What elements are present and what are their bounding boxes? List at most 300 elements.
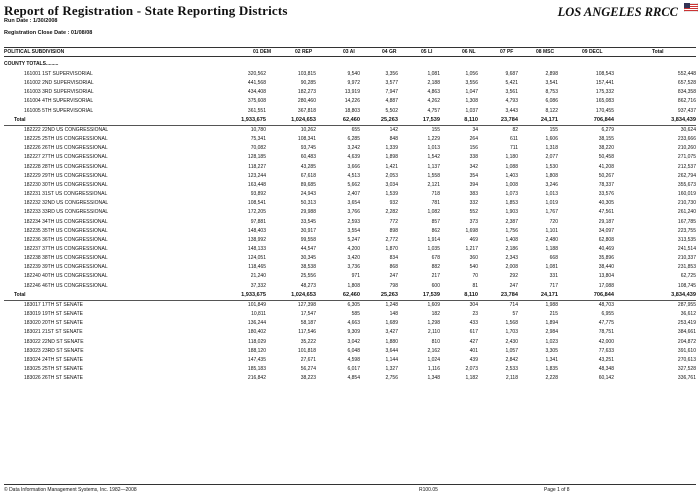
cell-2: 89,685 [300,181,316,188]
cell-9: 34,097 [598,227,614,234]
cell-8: 1,081 [545,264,558,271]
cell-2: 33,545 [300,218,316,225]
col-total: Total [652,49,664,55]
cell-4: 247 [389,273,398,280]
cell-4: 2,053 [385,172,398,179]
cell-9: 706,844 [593,291,614,298]
cell-8: 2,077 [545,154,558,161]
subdivision-name: 182229 29TH US CONGRESSIONAL [24,172,108,179]
cell-9: 38,220 [598,145,614,152]
cell-9: 6,955 [601,311,614,318]
cell-6: 439 [469,356,478,363]
table-row [4,88,696,97]
cell-2: 367,818 [297,107,316,114]
cell-3: 62,460 [342,291,360,298]
table-row [4,144,696,153]
cell-5: 1,298 [427,320,440,327]
cell-2: 30,345 [300,255,316,262]
cell-6: 383 [469,191,478,198]
cell-6: 8,110 [464,291,478,298]
cell-9: 50,267 [598,172,614,179]
cell-6: 617 [469,329,478,336]
cell-7: 1,853 [505,200,518,207]
table-row [4,208,696,217]
cell-7: 3,443 [505,107,518,114]
cell-5: 1,081 [427,71,440,77]
report-header [4,3,696,47]
cell-9: 47,775 [598,320,614,327]
cell-4: 848 [389,136,398,143]
cell-4: 1,880 [385,338,398,345]
cell-5: 217 [431,273,440,280]
cell-1: 118,227 [248,163,266,170]
cell-10: 30,624 [614,125,696,135]
cell-3: 2,407 [347,191,360,198]
cell-5: 678 [431,255,440,262]
subdivision-name: 182237 37TH US CONGRESSIONAL [24,245,108,252]
cell-8: 6,086 [545,98,558,105]
registration-table [4,70,696,383]
cell-3: 6,285 [347,136,360,143]
cell-3: 9,972 [347,80,360,87]
cell-10: 261,240 [677,209,696,216]
cell-7: 1,568 [505,320,518,327]
cell-8: 331 [549,273,558,280]
cell-1: 188,120 [247,347,266,354]
cell-6: 304 [440,300,478,310]
cell-5: 4,863 [427,89,440,96]
subdivision-name: 183024 24TH ST SENATE [24,356,84,363]
cell-8: 1,318 [545,145,558,152]
cell-5: 862 [431,227,440,234]
cell-8: 1,808 [545,172,558,179]
cell-1: 163,448 [247,181,266,188]
cell-5: 810 [431,338,440,345]
cell-7: 4,793 [505,98,518,105]
cell-10: 270,613 [677,356,696,363]
cell-6: 23 [472,311,478,318]
cell-4: 5,502 [385,107,398,114]
table-row [4,365,696,374]
col-pf: 07 PF [500,49,514,55]
cell-4: 3,427 [385,329,398,336]
cell-8: 1,530 [545,163,558,170]
cell-10: 937,437 [677,107,696,114]
subdivision-name: 161001 1ST SUPERVISORIAL [24,71,93,77]
cell-6: 1,698 [465,227,478,234]
cell-7: 5,421 [505,80,518,87]
cell-5: 155 [398,125,440,135]
col-nl: 06 NL [462,49,476,55]
cell-1: 101,849 [226,300,266,310]
cell-3: 4,598 [347,356,360,363]
cell-10: 231,853 [677,264,696,271]
cell-10: 223,755 [677,227,696,234]
cell-6: 1,182 [465,375,478,382]
cell-3: 14,226 [344,98,360,105]
table-row [4,190,696,199]
flag-icon [684,3,698,12]
cell-5: 4,757 [427,107,440,114]
cell-8: 2,984 [545,329,558,336]
cell-3: 1,808 [347,282,360,289]
cell-9: 40,305 [598,200,614,207]
subdivision-name: 182246 46TH US CONGRESSIONAL [24,282,108,289]
cell-1: 10,811 [251,311,266,318]
cell-2: 24,943 [300,191,316,198]
table-row [4,347,696,356]
cell-1: 124,051 [247,255,266,262]
cell-8: 1,023 [545,338,558,345]
copyright-text: © Data Information Management Systems, Inc. 1982—2008 [4,487,137,493]
cell-3: 5,662 [347,181,360,188]
cell-8: 720 [549,218,558,225]
cell-4: 772 [389,218,398,225]
cell-7: 247 [509,282,518,289]
subdivision-name: 182222 22ND US CONGRESSIONAL [4,125,226,135]
cell-2: 58,187 [300,320,316,327]
cell-6: 433 [469,320,478,327]
cell-1: 118,029 [248,338,266,345]
cell-4: 1,898 [385,154,398,161]
table-row [4,300,696,310]
cell-4: 3,577 [385,80,398,87]
cell-5: 1,229 [427,136,440,143]
cell-2: 182,273 [297,89,316,96]
cell-2: 25,556 [300,273,316,280]
cell-5: 882 [431,264,440,271]
cell-4: 932 [389,200,398,207]
cell-1: 138,992 [247,236,266,243]
cell-4: 1,248 [360,300,398,310]
cell-8: 155 [518,125,558,135]
cell-6: 540 [469,264,478,271]
cell-6: 360 [469,255,478,262]
cell-10: 204,872 [677,338,696,345]
cell-6: 427 [469,338,478,345]
cell-1: 97,881 [250,218,266,225]
cell-6: 552 [469,209,478,216]
subdivision-name: 183026 26TH ST SENATE [24,375,84,382]
cell-7: 2,118 [505,375,518,382]
cell-6: 34 [440,125,478,135]
cell-9: 6,279 [558,125,614,135]
cell-4: 834 [389,255,398,262]
cell-10: 391,610 [677,347,696,354]
cell-10: 253,419 [677,320,696,327]
table-row [4,199,696,208]
cell-9: 78,337 [598,181,614,188]
table-row [4,374,696,383]
subdivision-name: 161002 2ND SUPERVISORIAL [24,80,94,87]
cell-9: 41,208 [598,163,614,170]
cell-5: 1,137 [427,163,440,170]
subdivision-name: 182231 31ST US CONGRESSIONAL [24,191,108,198]
cell-3: 3,654 [347,200,360,207]
cell-3: 9,540 [347,71,360,77]
cell-3: 4,639 [347,154,360,161]
cell-10: 287,955 [614,300,696,310]
cell-2: 108,341 [297,136,316,143]
subdivision-name: 182230 30TH US CONGRESSIONAL [24,181,108,188]
cell-10: 233,666 [677,136,696,143]
cell-7: 23,784 [500,291,518,298]
cell-2: 38,538 [300,264,316,271]
cell-10: 210,337 [677,255,696,262]
cell-6: 401 [469,347,478,354]
cell-6: 156 [469,145,478,152]
cell-4: 898 [389,227,398,234]
cell-1: 375,608 [247,98,266,105]
cell-5: 4,262 [427,98,440,105]
cell-2: 67,618 [300,172,316,179]
table-row [4,338,696,347]
cell-10: 167,785 [677,218,696,225]
subdivision-name: 183022 22ND ST SENATE [24,338,84,345]
cell-2: 29,988 [300,209,316,216]
cell-4: 7,947 [385,89,398,96]
table-row [4,319,696,328]
cell-7: 2,008 [505,264,518,271]
cell-6: 1,037 [465,107,478,114]
cell-3: 5,247 [347,236,360,243]
cell-1: 123,244 [247,172,266,179]
cell-10: 271,075 [677,154,696,161]
cell-5: 182 [431,311,440,318]
cell-9: 157,441 [595,80,614,87]
cell-8: 8,753 [545,89,558,96]
cell-10: 262,794 [677,172,696,179]
cell-8: 1,013 [545,191,558,198]
cell-3: 13,919 [344,89,360,96]
subdivision-name: 182227 27TH US CONGRESSIONAL [24,154,108,161]
cell-8: 1,341 [545,356,558,363]
cell-5: 781 [431,200,440,207]
cell-2: 35,222 [300,338,316,345]
subdivision-name: 182239 39TH US CONGRESSIONAL [24,264,108,271]
cell-9: 50,458 [598,154,614,161]
cell-1: 148,133 [247,245,266,252]
table-row [4,172,696,181]
cell-5: 1,013 [427,145,440,152]
subdivision-name: 182232 32ND US CONGRESSIONAL [24,200,109,207]
cell-7: 23,784 [500,116,518,123]
cell-5: 2,188 [427,80,440,87]
cell-2: 60,483 [300,154,316,161]
cell-9: 62,808 [598,236,614,243]
col-political-subdivision: POLITICAL SUBDIVISION [4,49,65,55]
cell-3: 62,460 [342,116,360,123]
cell-1: 75,341 [250,136,266,143]
cell-3: 3,766 [347,209,360,216]
cell-9: 77,633 [598,347,614,354]
cell-9: 33,576 [598,191,614,198]
cell-3: 971 [351,273,360,280]
cell-3: 3,554 [347,227,360,234]
subdivision-name: 182225 25TH US CONGRESSIONAL [24,136,108,143]
brand-logo: LOS ANGELES RRCC [557,5,678,19]
cell-8: 8,122 [545,107,558,114]
cell-2: 48,273 [300,282,316,289]
cell-8: 668 [549,255,558,262]
table-row [4,125,696,135]
cell-10: 210,730 [677,200,696,207]
cell-9: 29,187 [598,218,614,225]
cell-2: 30,917 [300,227,316,234]
cell-7: 611 [510,136,518,143]
cell-3: 6,017 [347,366,360,372]
cell-6: 264 [469,136,478,143]
cell-9: 43,251 [598,356,614,363]
subdivision-name: 183021 21ST ST SENATE [24,329,83,336]
cell-9: 165,083 [595,98,614,105]
cell-2: 101,818 [297,347,316,354]
cell-5: 2,162 [427,347,440,354]
cell-9: 170,455 [595,107,614,114]
cell-3: 6,305 [316,300,360,310]
subdivision-name: 161004 4TH SUPERVISORIAL [24,98,94,105]
cell-5: 1,082 [427,209,440,216]
cell-3: 9,309 [347,329,360,336]
cell-10: 3,834,439 [671,116,696,123]
cell-7: 1,703 [505,329,518,336]
table-row [4,245,696,254]
cell-2: 280,460 [297,98,316,105]
col-ai: 03 AI [343,49,355,55]
cell-6: 2,073 [465,366,478,372]
report-title: Report of Registration - State Reporting Districts [4,3,288,18]
cell-8: 1,988 [518,300,558,310]
cell-2: 127,398 [266,300,316,310]
cell-3: 4,663 [347,320,360,327]
cell-1: 10,780 [226,125,266,135]
cell-8: 2,228 [545,375,558,382]
cell-7: 1,088 [505,163,518,170]
cell-10: 834,358 [677,89,696,96]
cell-1: 216,842 [247,375,266,382]
cell-1: 1,933,675 [241,116,266,123]
subdivision-name: 183025 25TH ST SENATE [24,366,84,372]
cell-9: 42,000 [598,338,614,345]
cell-1: 70,082 [250,145,266,152]
cell-7: 2,343 [505,255,518,262]
cell-5: 17,539 [422,116,440,123]
cell-5: 1,914 [427,236,440,243]
subdivision-name: 182226 26TH US CONGRESSIONAL [24,145,108,152]
cell-2: 1,024,653 [291,116,316,123]
cell-9: 13,804 [598,273,614,280]
cell-6: 1,047 [465,89,478,96]
cell-3: 4,854 [347,375,360,382]
col-rep: 02 REP [295,49,313,55]
cell-4: 2,282 [385,209,398,216]
table-row [4,79,696,88]
page-indicator: Page 1 of 8 [544,487,570,493]
cell-2: 1,024,653 [291,291,316,298]
cell-6: 394 [469,181,478,188]
cell-10: 241,514 [677,245,696,252]
cell-2: 17,547 [300,311,316,318]
cell-8: 2,898 [545,71,558,77]
subdivision-name: 183020 20TH ST SENATE [24,320,84,327]
cell-5: 2,110 [427,329,440,336]
cell-6: 81 [472,282,478,289]
cell-4: 798 [389,282,398,289]
cell-4: 1,327 [385,366,398,372]
cell-4: 3,034 [385,181,398,188]
cell-5: 718 [431,191,440,198]
cell-2: 27,671 [300,356,316,363]
cell-6: 1,308 [465,98,478,105]
cell-6: 1,056 [465,71,478,77]
cell-10: 327,528 [677,366,696,372]
cell-2: 103,815 [297,71,316,77]
table-row [4,97,696,106]
cell-2: 99,558 [300,236,316,243]
cell-4: 1,144 [385,356,398,363]
cell-1: 108,541 [247,200,266,207]
cell-9: 48,348 [598,366,614,372]
cell-7: 1,903 [505,209,518,216]
cell-7: 3,561 [505,89,518,96]
cell-8: 24,171 [540,291,558,298]
cell-4: 1,870 [385,245,398,252]
cell-6: 1,217 [465,245,478,252]
cell-8: 1,101 [545,227,558,234]
cell-10: 552,448 [677,71,696,77]
cell-9: 48,703 [558,300,614,310]
cell-4: 3,356 [385,71,398,77]
subdivision-name: 161005 5TH SUPERVISORIAL [24,107,94,114]
table-row [4,282,696,291]
table-row [4,310,696,319]
cell-10: 862,716 [677,98,696,105]
cell-10: 384,661 [677,329,696,336]
cell-9: 38,155 [598,136,614,143]
cell-3: 6,048 [347,347,360,354]
cell-8: 215 [549,311,558,318]
cell-4: 2,756 [385,375,398,382]
cell-4: 2,772 [385,236,398,243]
cell-8: 1,767 [545,209,558,216]
cell-10: 62,725 [680,273,696,280]
cell-2: 117,546 [298,329,316,336]
cell-1: 93,892 [250,191,266,198]
cell-2: 50,313 [300,200,316,207]
cell-8: 1,188 [545,245,558,252]
cell-9: 108,543 [595,71,614,77]
cell-7: 82 [478,125,518,135]
total-row [4,291,696,301]
cell-3: 18,803 [344,107,360,114]
cell-7: 292 [509,273,518,280]
subdivision-name: Total [14,116,26,123]
cell-5: 1,116 [427,366,440,372]
cell-4: 868 [389,264,398,271]
cell-1: 180,402 [247,329,266,336]
report-footer [4,484,696,494]
subdivision-name: 182236 36TH US CONGRESSIONAL [24,236,108,243]
cell-8: 24,171 [540,116,558,123]
cell-7: 1,057 [505,347,518,354]
cell-5: 1,542 [427,154,440,161]
cell-2: 43,285 [300,163,316,170]
table-row [4,181,696,190]
cell-9: 60,142 [598,375,614,382]
subdivision-name: 182240 40TH US CONGRESSIONAL [24,273,108,280]
cell-1: 320,562 [247,71,266,77]
cell-3: 585 [351,311,360,318]
